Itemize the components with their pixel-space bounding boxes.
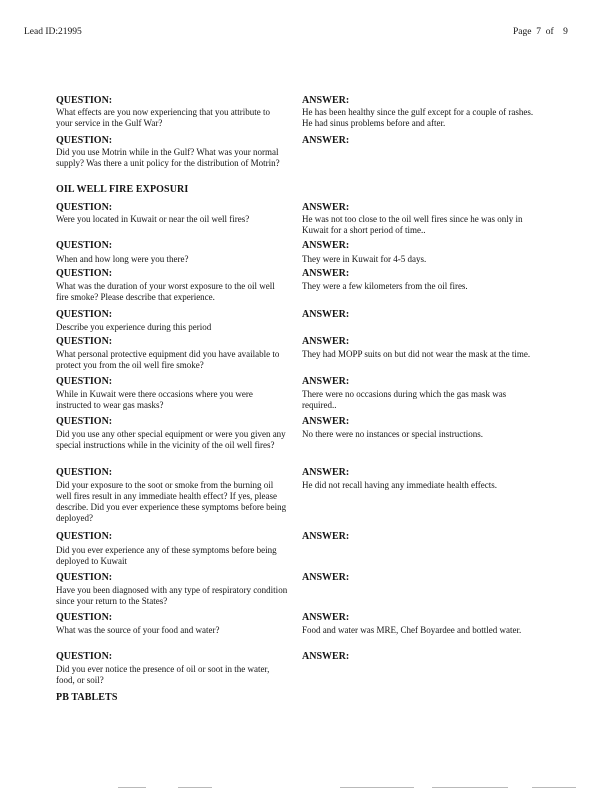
question-label: QUESTION: (56, 268, 113, 279)
answer-label: ANSWER: (302, 376, 350, 387)
scan-artifact (432, 787, 508, 788)
answer-text: He was not too close to the oil well fires since he was only in Kuwait for a short period of time.. (302, 214, 523, 235)
page-total: 9 (563, 27, 568, 37)
question-text: When and how long were you there? (56, 254, 189, 264)
answer-label: ANSWER: (302, 612, 350, 623)
answer-text: They had MOPP suits on but did not wear the mask at the time. (302, 349, 531, 359)
question-label: QUESTION: (56, 376, 113, 387)
scan-artifact (178, 787, 212, 788)
question-label: QUESTION: (56, 531, 113, 542)
question-text: Describe you experience during this period (56, 322, 212, 332)
scan-artifact (340, 787, 414, 788)
answer-label: ANSWER: (302, 95, 350, 106)
question-text: Did you ever experience any of these symptoms before being deployed to Kuwait (56, 545, 277, 566)
question-text: Did your exposure to the soot or smoke from the burning oil well fires result in any immediate health effect? If yes, please describe. Did you ever experience these symptoms before being deployed? (56, 480, 287, 523)
question-text: Have you been diagnosed with any type of respiratory condition since your return to the States? (56, 585, 288, 606)
answer-label: ANSWER: (302, 416, 350, 427)
answer-text: They were in Kuwait for 4-5 days. (302, 254, 427, 264)
question-label: QUESTION: (56, 309, 113, 320)
section-heading-pb-tablets: PB TABLETS (56, 692, 118, 703)
question-label: QUESTION: (56, 202, 113, 213)
answer-label: ANSWER: (302, 572, 350, 583)
answer-text: No there were no instances or special instructions. (302, 429, 483, 439)
answer-label: ANSWER: (302, 202, 350, 213)
question-label: QUESTION: (56, 572, 113, 583)
section-heading-oil-well: OIL WELL FIRE EXPOSURI (56, 184, 189, 195)
answer-label: ANSWER: (302, 240, 350, 251)
of-label: of (545, 27, 554, 37)
answer-label: ANSWER: (302, 135, 350, 146)
question-label: QUESTION: (56, 467, 113, 478)
answer-text: He did not recall having any immediate health effects. (302, 480, 498, 490)
page-indicator (513, 27, 568, 38)
question-text: Did you ever notice the presence of oil or soot in the water, food, or soil? (56, 664, 270, 685)
question-text: What was the source of your food and water? (56, 625, 220, 635)
lead-id: Lead ID:21995 (24, 27, 82, 37)
scan-artifact (532, 787, 576, 788)
question-label: QUESTION: (56, 336, 113, 347)
question-label: QUESTION: (56, 240, 113, 251)
answer-label: ANSWER: (302, 467, 350, 478)
question-text: What personal protective equipment did you have available to protect you from the oil well fire smoke? (56, 349, 280, 370)
answer-label: ANSWER: (302, 531, 350, 542)
answer-label: ANSWER: (302, 651, 350, 662)
scan-artifact (118, 787, 146, 788)
answer-text: There were no occasions during which the gas mask was required.. (302, 389, 507, 410)
question-text: What was the duration of your worst exposure to the oil well fire smoke? Please describe that experience. (56, 281, 275, 302)
question-label: QUESTION: (56, 612, 113, 623)
question-text: What effects are you now experiencing that you attribute to your service in the Gulf War? (56, 107, 271, 128)
question-text: Did you use any other special equipment or were you given any special instructions while in the vicinity of the oil well fires? (56, 429, 286, 450)
question-label: QUESTION: (56, 95, 113, 106)
question-label: QUESTION: (56, 135, 113, 146)
question-text: Did you use Motrin while in the Gulf? What was your normal supply? Was there a unit policy for the distribution of Motrin? (56, 147, 280, 168)
question-text: Were you located in Kuwait or near the oil well fires? (56, 214, 250, 224)
answer-label: ANSWER: (302, 309, 350, 320)
answer-label: ANSWER: (302, 336, 350, 347)
answer-text: They were a few kilometers from the oil fires. (302, 281, 468, 291)
question-text: While in Kuwait were there occasions where you were instructed to wear gas masks? (56, 389, 253, 410)
answer-label: ANSWER: (302, 268, 350, 279)
answer-text: Food and water was MRE, Chef Boyardee and bottled water. (302, 625, 522, 635)
page-number: 7 (536, 27, 541, 37)
page-label: Page (513, 27, 532, 37)
question-label: QUESTION: (56, 416, 113, 427)
answer-text: He has been healthy since the gulf except for a couple of rashes. He had sinus problems before and after. (302, 107, 534, 128)
question-label: QUESTION: (56, 651, 113, 662)
